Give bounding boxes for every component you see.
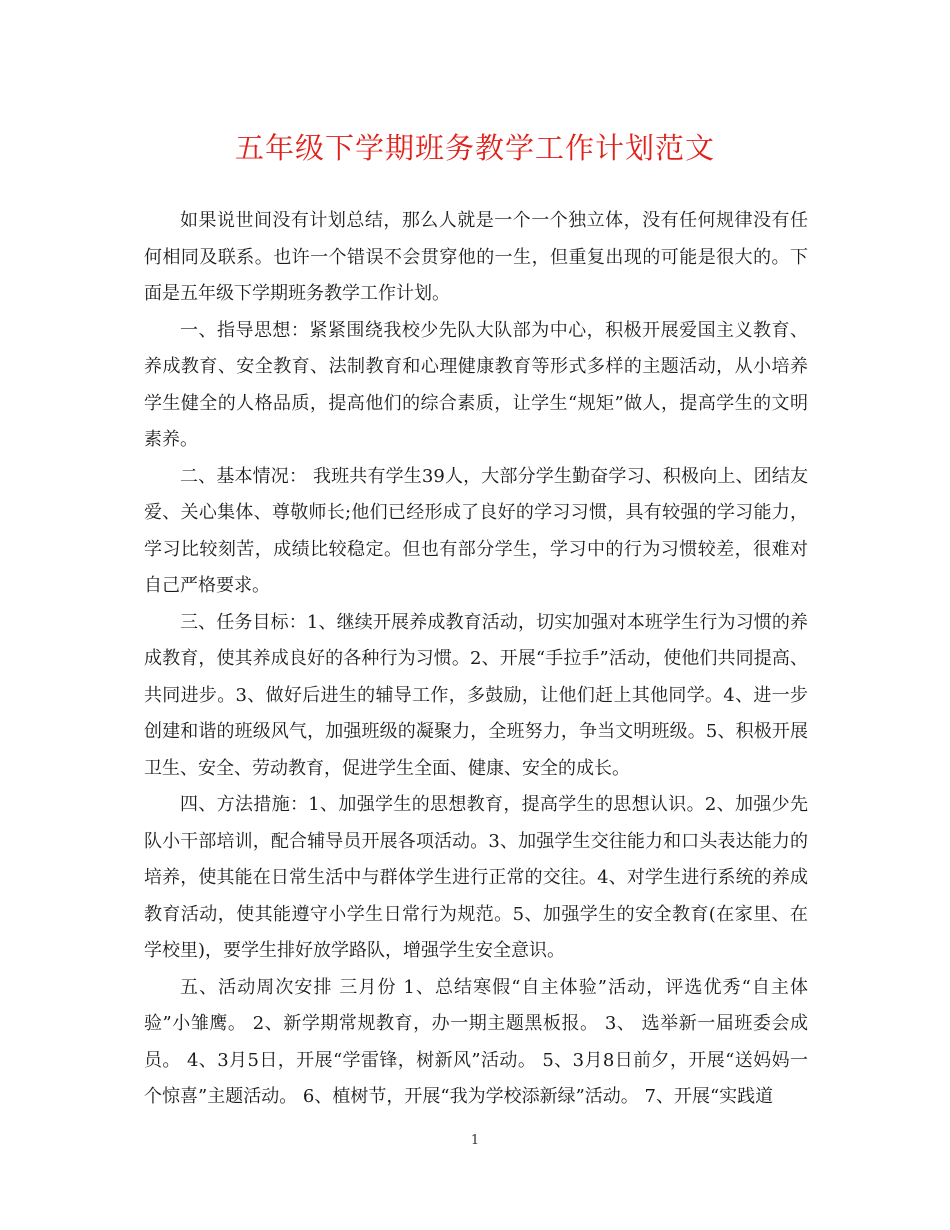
paragraph-task-goals: 三、任务目标：1、继续开展养成教育活动，切实加强对本班学生行为习惯的养成教育，使其养成良好的各种行为习惯。2、开展“手拉手”活动，使他们共同提高、共同进步。3、做好后进生的辅导工作，多鼓励，让他们赶上其他同学。4、进一步创建和谐的班级风气，加强班级的凝聚力，全班努力，争当文明班级。5、积极开展卫生、安全、劳动教育，促进学生全面、健康、安全的成长。 <box>144 611 808 779</box>
document-title: 五年级下学期班务教学工作计划范文 <box>234 131 715 165</box>
paragraph-methods: 四、方法措施：1、加强学生的思想教育，提高学生的思想认识。2、加强少先队小干部培训，配合辅导员开展各项活动。3、加强学生交往能力和口头表达能力的培养，使其能在日常生活中与群体学生进行正常的交往。4、对学生进行系统的养成教育活动，使其能遵守小学生日常行为规范。5、加强学生的安全教育(在家里、在学校里)，要学生排好放学路队，增强学生安全意识。 <box>144 794 808 961</box>
paragraph-guiding-thought: 一、指导思想：紧紧围绕我校少先队大队部为中心，积极开展爱国主义教育、养成教育、安全教育、法制教育和心理健康教育等形式多样的主题活动，从小培养学生健全的人格品质，提高他们的综合素质，让学生“规矩”做人，提高学生的文明素养。 <box>144 319 808 450</box>
document-body <box>144 203 808 1116</box>
paragraph-activity-schedule: 五、活动周次安排 三月份 1、总结寒假“自主体验”活动，评选优秀“自主体验”小雏鹰。 2、新学期常规教育，办一期主题黑板报。 3、 选举新一届班委会成员。 4、3月5日，开展“学雷锋，树新风”活动。 5、3月8日前夕，开展“送妈妈一个惊喜”主题活动。 6、植树节，开展“我为学校添新绿”活动。 7、开展“实践道 <box>144 976 808 1107</box>
page-number: 1 <box>470 1133 480 1148</box>
paragraph-basic-situation: 二、基本情况： 我班共有学生39人，大部分学生勤奋学习、积极向上、团结友爱、关心集体、尊敬师长;他们已经形成了良好的学习习惯，具有较强的学习能力，学习比较刻苦，成绩比较稳定。但也有部分学生，学习中的行为习惯较差，很难对自己严格要求。 <box>144 465 808 596</box>
paragraph-intro: 如果说世间没有计划总结，那么人就是一个一个独立体，没有任何规律没有任何相同及联系。也许一个错误不会贯穿他的一生，但重复出现的可能是很大的。下面是五年级下学期班务教学工作计划。 <box>144 210 808 304</box>
